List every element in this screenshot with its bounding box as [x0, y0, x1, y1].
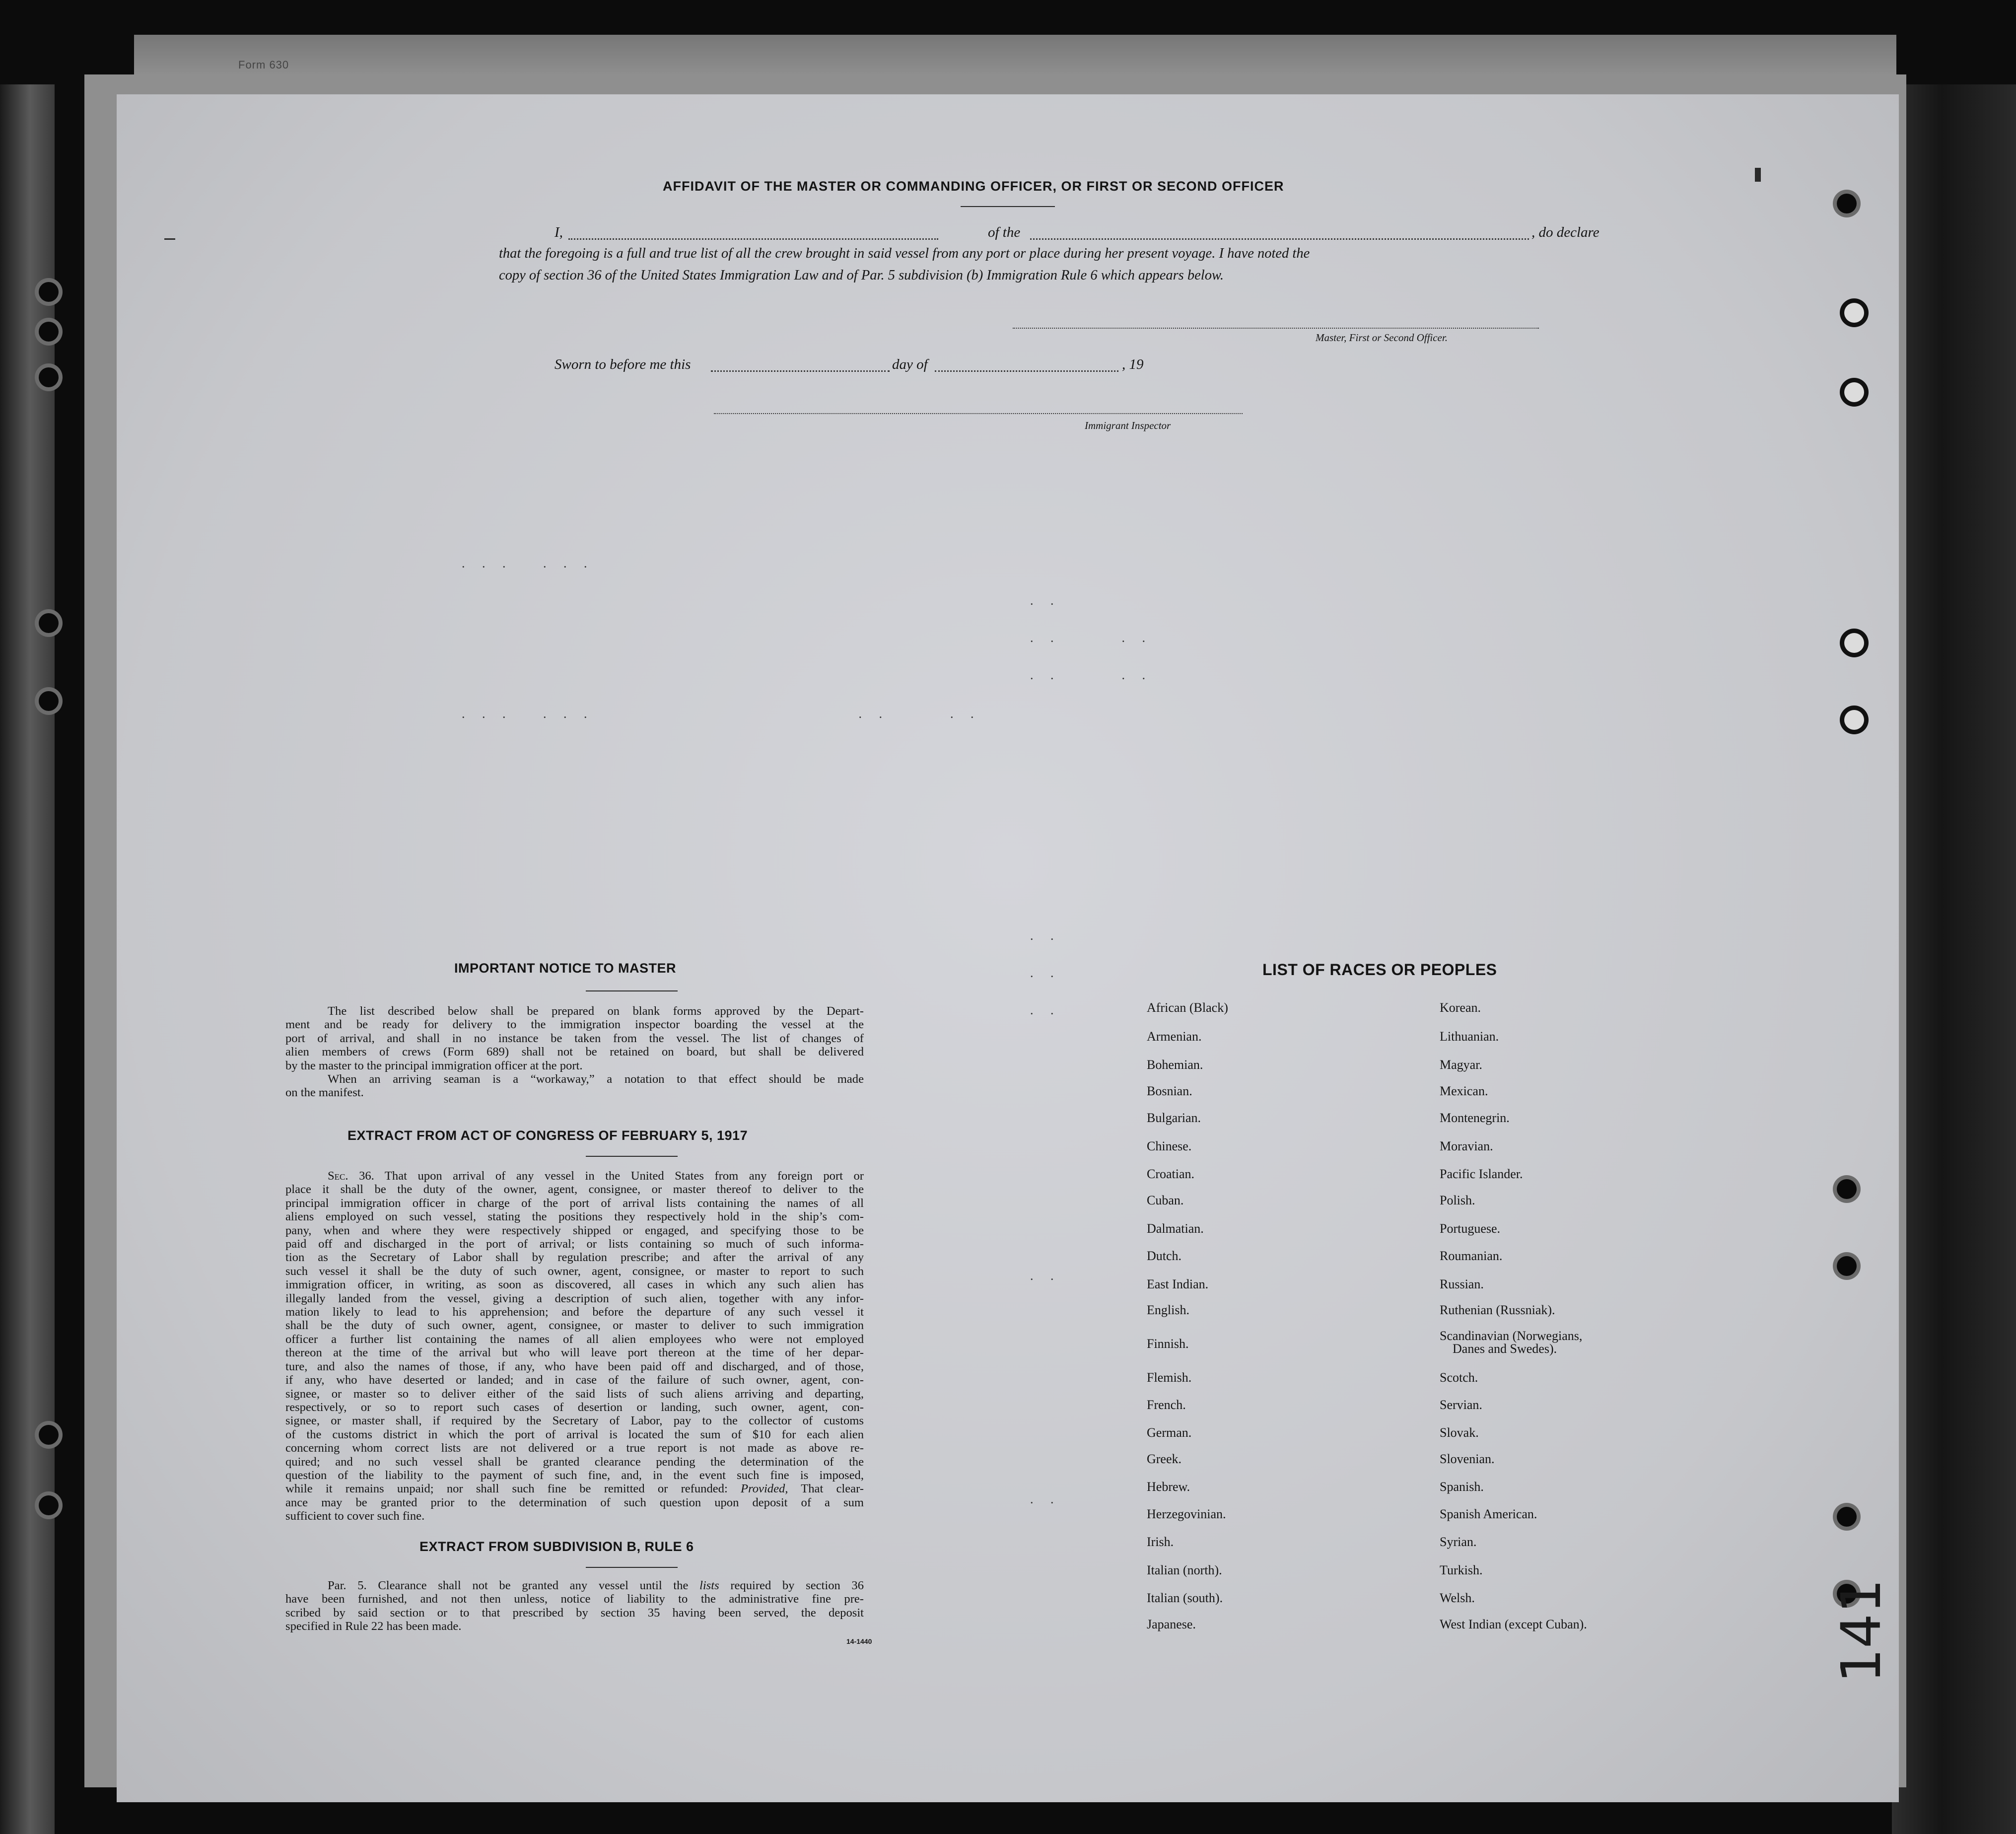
- race-item: Hebrew.: [1147, 1480, 1190, 1494]
- rule-line: [285, 1579, 864, 1592]
- act-line: signee, or master shall, if required by the Secretary of Labor, pay to the collector of customs: [285, 1414, 864, 1428]
- race-item: Portuguese.: [1440, 1221, 1501, 1236]
- race-item: Moravian.: [1440, 1139, 1493, 1153]
- sworn-day-of-label: day of: [892, 356, 928, 372]
- form-tab-label: Form 630: [238, 59, 289, 71]
- race-item: Korean.: [1440, 1000, 1481, 1015]
- race-item: Croatian.: [1147, 1167, 1195, 1181]
- race-item: Bosnian.: [1147, 1084, 1192, 1098]
- affidavit-of-the-label: of the: [988, 224, 1021, 240]
- rule-underline: [586, 1567, 678, 1568]
- race-item: Slovenian.: [1440, 1452, 1495, 1466]
- act-line: mation likely to lead to his apprehension; and before the departure of any such vessel it: [285, 1305, 864, 1319]
- race-item: Russian.: [1440, 1277, 1484, 1291]
- lists-italic: lists: [699, 1579, 719, 1592]
- affidavit-declare-label: , do declare: [1531, 224, 1599, 240]
- act-underline: [586, 1156, 678, 1157]
- race-item: Pacific Islander.: [1440, 1167, 1523, 1181]
- race-item: Mexican.: [1440, 1084, 1488, 1098]
- act-line: immigration officer, in writing, as soon as discovered, all cases in which any such alien has: [285, 1278, 864, 1292]
- bleed-through-marks: . .: [1030, 928, 1061, 943]
- provided-rest: That clear-: [801, 1482, 864, 1496]
- binder-hole-icon: [39, 367, 59, 387]
- sec-label: Sec. 36.: [328, 1169, 374, 1183]
- race-item: Polish.: [1440, 1193, 1475, 1207]
- act-line: such vessel it shall be the duty of such owner, agent, consignee, or master to report to such: [285, 1264, 864, 1278]
- bleed-through-marks: . .: [1030, 593, 1061, 608]
- punch-hole-icon: [1837, 1507, 1857, 1527]
- notice-line: on the manifest.: [285, 1086, 364, 1100]
- act-line: if any, who have deserted or landed; and in case of the failure of such owner, agent, con-: [285, 1373, 864, 1387]
- rule-line: have been furnished, and not then unless, notice of liability to the administrative fine pre-: [285, 1592, 864, 1606]
- binder-hole-icon: [39, 691, 59, 711]
- manifest-page: [117, 94, 1899, 1802]
- rule-line: scribed by said section or to that prescribed by section 35 having been served, the deposit: [285, 1606, 864, 1620]
- notice-line: by the master to the principal immigration officer at the port.: [285, 1058, 583, 1072]
- notice-paragraph: [285, 1004, 864, 1100]
- race-item: Irish.: [1147, 1535, 1174, 1549]
- sworn-month-blank: [935, 370, 1118, 372]
- act-line: sufficient to cover such fine.: [285, 1509, 425, 1523]
- scan-edge-right: [1892, 84, 2016, 1834]
- race-item: Greek.: [1147, 1452, 1182, 1466]
- rule-line: specified in Rule 22 has been made.: [285, 1620, 462, 1633]
- binder-hole-icon: [39, 1425, 59, 1445]
- race-item: Italian (south).: [1147, 1591, 1223, 1605]
- notice-underline: [586, 990, 678, 991]
- act-line: ture, and also the names of those, if any, who have been paid off and discharged, and of those,: [285, 1359, 864, 1373]
- race-item: Servian.: [1440, 1398, 1482, 1412]
- race-item: Ruthenian (Russniak).: [1440, 1303, 1555, 1317]
- punch-hole-icon: [1844, 710, 1864, 730]
- act-line-text: That upon arrival of any vessel in the United States from any foreign port or: [384, 1169, 864, 1183]
- master-signature-label: Master, First or Second Officer.: [1316, 332, 1448, 344]
- race-item: African (Black): [1147, 1000, 1228, 1015]
- race-item: Japanese.: [1147, 1617, 1196, 1631]
- race-item: French.: [1147, 1398, 1186, 1412]
- punch-hole-icon: [1837, 194, 1857, 213]
- act-line: [285, 1169, 864, 1183]
- race-item: Chinese.: [1147, 1139, 1192, 1153]
- race-item: Montenegrin.: [1440, 1111, 1510, 1125]
- notice-title: IMPORTANT NOTICE TO MASTER: [454, 961, 676, 976]
- affidavit-title: AFFIDAVIT OF THE MASTER OR COMMANDING OFFICER, OR FIRST OR SECOND OFFICER: [663, 179, 1284, 194]
- stray-mark: [1755, 168, 1761, 182]
- sworn-day-blank: [711, 370, 890, 372]
- notice-line: When an arriving seaman is a “workaway,” a notation to that effect should be made: [328, 1072, 864, 1086]
- bleed-through-marks: . .: [1030, 1492, 1061, 1506]
- rule-line-text: required by section 36: [730, 1579, 864, 1592]
- act-line: paid off and discharged in the port of arrival; or lists containing so much of such informa-: [285, 1237, 864, 1251]
- bleed-through-marks: . . . . . . . . . .: [462, 706, 981, 721]
- title-underline: [961, 206, 1055, 207]
- act-line: tion as the Secretary of Labor shall by regulation prescribe; and after the arrival of any: [285, 1251, 864, 1265]
- notice-line: alien members of crews (Form 689) shall not be retained on board, but shall be delivered: [285, 1045, 864, 1059]
- par-label: Par. 5.: [328, 1579, 367, 1592]
- race-item: Welsh.: [1440, 1591, 1475, 1605]
- act-line: quired; and no such vessel shall be granted clearance pending the determination of the: [285, 1455, 864, 1469]
- race-item: West Indian (except Cuban).: [1440, 1617, 1587, 1631]
- rule-line-text: Clearance shall not be granted any vessel until the: [378, 1579, 689, 1592]
- act-line: shall be the duty of such owner, agent, consignee, or master to deliver to such immigration: [285, 1319, 864, 1333]
- act-line: ance may be granted prior to the determination of such question upon deposit of a sum: [285, 1495, 864, 1509]
- race-item: Roumanian.: [1440, 1249, 1503, 1263]
- bleed-through-marks: . . . .: [1030, 631, 1152, 645]
- bleed-through-marks: . .: [1030, 1003, 1061, 1017]
- binder-hole-icon: [39, 613, 59, 633]
- race-item: Bohemian.: [1147, 1058, 1203, 1072]
- provided-italic: Provided,: [741, 1482, 788, 1496]
- affidavit-line-3: copy of section 36 of the United States Immigration Law and of Par. 5 subdivision (b) Immigration Rule 6 which appears below.: [499, 268, 1224, 283]
- race-item: Lithuanian.: [1440, 1029, 1499, 1044]
- notice-line: port of arrival, and shall in no instance be taken from the vessel. The list of changes of: [285, 1031, 864, 1045]
- inspector-signature-label: Immigrant Inspector: [1085, 420, 1171, 431]
- rule-paragraph: [285, 1579, 864, 1633]
- bleed-through-marks: . . . .: [1030, 668, 1152, 682]
- race-item: East Indian.: [1147, 1277, 1209, 1291]
- name-blank: [568, 238, 938, 240]
- inspector-signature-line: [714, 413, 1243, 414]
- race-item: Syrian.: [1440, 1535, 1477, 1549]
- sworn-label: Sworn to before me this: [555, 356, 691, 372]
- act-line: signee, or master so to deliver either of the said lists of such aliens arriving and departing,: [285, 1387, 864, 1401]
- rule-extract-title: EXTRACT FROM SUBDIVISION B, RULE 6: [419, 1539, 694, 1554]
- act-line: of the customs district in which the port of arrival is located the sum of $10 for each alien: [285, 1427, 864, 1441]
- vessel-blank: [1030, 238, 1529, 240]
- binder-hole-icon: [39, 322, 59, 342]
- race-item: Italian (north).: [1147, 1563, 1222, 1577]
- act-line: respectively, or so to report such cases of desertion or landing, such owner, agent, con-: [285, 1400, 864, 1414]
- act-extract-title: EXTRACT FROM ACT OF CONGRESS OF FEBRUARY 5, 1917: [348, 1128, 748, 1143]
- race-item: German.: [1147, 1425, 1192, 1440]
- race-item: Dalmatian.: [1147, 1221, 1204, 1236]
- race-item: Bulgarian.: [1147, 1111, 1201, 1125]
- race-item: Dutch.: [1147, 1249, 1182, 1263]
- affidavit-i-label: I,: [555, 224, 563, 240]
- races-title: LIST OF RACES OR PEOPLES: [1262, 961, 1497, 979]
- affidavit-line-2: that the foregoing is a full and true list of all the crew brought in said vessel from any port or place during her present voyage. I have noted the: [499, 246, 1310, 261]
- race-item: English.: [1147, 1303, 1189, 1317]
- bleed-through-marks: . . . . . .: [462, 556, 594, 570]
- race-item: Magyar.: [1440, 1058, 1482, 1072]
- binder-hole-icon: [39, 282, 59, 302]
- notice-line: The list described below shall be prepared on blank forms approved by the Depart-: [328, 1004, 864, 1018]
- handwritten-page-number: 141: [1829, 1579, 1893, 1683]
- act-line: illegally landed from the vessel, giving a description of such alien, together with any infor-: [285, 1291, 864, 1305]
- punch-hole-icon: [1844, 633, 1864, 653]
- scan-edge-left: [0, 84, 55, 1834]
- race-item: Spanish.: [1440, 1480, 1484, 1494]
- sworn-year-label: , 19: [1122, 356, 1144, 372]
- race-item: Finnish.: [1147, 1337, 1189, 1351]
- act-line: [285, 1482, 864, 1495]
- notice-line: ment and be ready for delivery to the immigration inspector boarding the vessel at the: [285, 1018, 864, 1032]
- act-line: concerning whom correct lists are not delivered or a true report is not made as above re-: [285, 1441, 864, 1455]
- race-item: Scandinavian (Norwegians, Danes and Swedes).: [1440, 1329, 1583, 1356]
- master-signature-line: [1013, 328, 1539, 329]
- act-line-text: while it remains unpaid; nor shall such fine be remitted or refunded:: [285, 1482, 728, 1496]
- act-paragraph: [285, 1169, 864, 1523]
- race-item: Herzegovinian.: [1147, 1507, 1226, 1521]
- binder-hole-icon: [39, 1495, 59, 1515]
- race-item: Spanish American.: [1440, 1507, 1537, 1521]
- act-line: place it shall be the duty of the owner, agent, consignee, or master thereof to deliver to the: [285, 1183, 864, 1197]
- bleed-through-marks: . .: [1030, 1269, 1061, 1283]
- act-line: thereon at the time of the arrival but who will leave port thereon at the time of her depar-: [285, 1346, 864, 1360]
- race-item: Scotch.: [1440, 1370, 1478, 1385]
- punch-hole-icon: [1837, 1179, 1857, 1199]
- punch-hole-icon: [1837, 1256, 1857, 1276]
- punch-hole-icon: [1844, 382, 1864, 402]
- act-line: officer a further list containing the names of all alien employees who were not employed: [285, 1332, 864, 1346]
- race-item: Flemish.: [1147, 1370, 1192, 1385]
- stray-mark: [164, 238, 175, 240]
- race-item: Armenian.: [1147, 1029, 1202, 1044]
- act-line: aliens employed on such vessel, stating the positions they respectively hold in the ship’s com-: [285, 1210, 864, 1224]
- race-item: Turkish.: [1440, 1563, 1483, 1577]
- act-line: principal immigration officer in charge of the port of arrival lists containing the names of all: [285, 1196, 864, 1210]
- punch-hole-icon: [1844, 303, 1864, 323]
- bleed-through-marks: . .: [1030, 966, 1061, 980]
- print-code: 14-1440: [846, 1637, 872, 1645]
- race-item: Cuban.: [1147, 1193, 1184, 1207]
- act-line: question of the liability to the payment of such fine, and, in the event such fine is imposed,: [285, 1468, 864, 1482]
- race-item: Slovak.: [1440, 1425, 1479, 1440]
- act-line: pany, when and where they were respectively shipped or engaged, and specifying those to be: [285, 1223, 864, 1237]
